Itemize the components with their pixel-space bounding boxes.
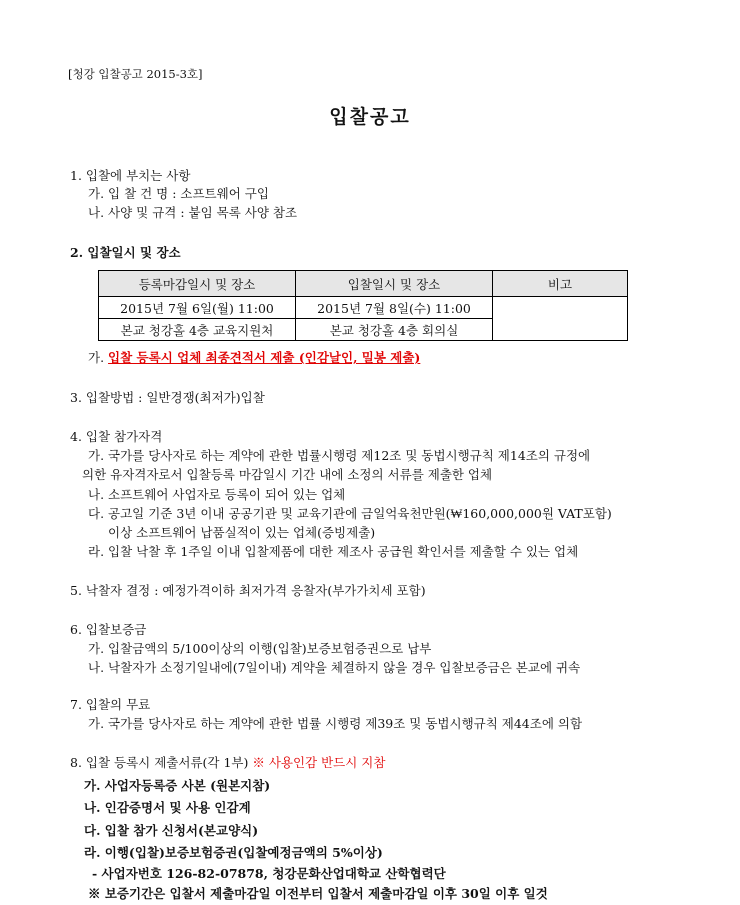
section4-item-ra: 라. 입찰 낙찰 후 1주일 이내 입찰제품에 대한 제조사 공급원 확인서를 제출할 수 있는 업체 (88, 544, 579, 559)
section6-item-ga: 가. 입찰금액의 5/100이상의 이행(입찰)보증보험증권으로 납부 (88, 641, 432, 656)
section8-item-ra: 라. 이행(입찰)보증보험증권(입찰예정금액의 5%이상) (84, 845, 383, 860)
section4-item-da-line1: 다. 공고일 기준 3년 이내 공공기관 및 교육기관에 금일억육천만원(₩160,000,000원 VAT포함) (88, 506, 612, 521)
section4-item-na: 나. 소프트웨어 사업자로 등록이 되어 있는 업체 (88, 487, 346, 502)
section8-biz-number: - 사업자번호 126-82-07878, 청강문화산업대학교 산학협력단 (92, 866, 446, 881)
table-header-bidding: 입찰일시 및 장소 (296, 271, 493, 297)
section8-period-note: ※ 보증기간은 입찰서 제출마감일 이전부터 입찰서 제출마감일 이후 30일 이후 일것 (88, 886, 548, 901)
section6-item-na: 나. 낙찰자가 소정기일내에(7일이내) 계약을 체결하지 않을 경우 입찰보증금은 본교에 귀속 (88, 660, 581, 675)
section3-heading: 3. 입찰방법 : 일반경쟁(최저가)입찰 (70, 390, 265, 405)
section4-item-da-line2: 이상 소프트웨어 납품실적이 있는 업체(증빙제출) (108, 525, 376, 540)
section4-heading: 4. 입찰 참가자격 (70, 429, 163, 444)
section4-item-ga-line2: 의한 유자격자로서 입찰등록 마감일시 기간 내에 소정의 서류를 제출한 업체 (82, 467, 493, 482)
section1-item-ga: 가. 입 찰 건 명 : 소프트웨어 구입 (88, 186, 269, 201)
page-title: 입찰공고 (329, 106, 411, 128)
section2-note (88, 350, 420, 366)
section1-item-na: 나. 사양 및 규격 : 붙임 목록 사양 참조 (88, 205, 298, 220)
section4-item-ga-line1: 가. 국가를 당사자로 하는 계약에 관한 법률시행령 제12조 및 동법시행규칙 제14조의 규정에 (88, 448, 591, 463)
section1-heading: 1. 입찰에 부치는 사항 (70, 168, 191, 183)
section8-item-da: 다. 입찰 참가 신청서(본교양식) (84, 823, 259, 838)
section8-item-na: 나. 인감증명서 및 사용 인감계 (84, 800, 251, 815)
section8-heading-text: 8. 입찰 등록시 제출서류(각 1부) (70, 755, 249, 770)
section7-heading: 7. 입찰의 무료 (70, 697, 151, 712)
section8-item-ga: 가. 사업자등록증 사본 (원본지참) (84, 778, 271, 793)
section8-heading (70, 755, 385, 771)
section5-heading: 5. 낙찰자 결정 : 예정가격이하 최저가격 응찰자(부가가치세 포함) (70, 583, 426, 598)
table-cell-remarks (493, 297, 628, 341)
section7-item-ga: 가. 국가를 당사자로 하는 계약에 관한 법률 시행령 제39조 및 동법시행규칙 제44조에 의함 (88, 716, 583, 731)
table-cell: 2015년 7월 8일(수) 11:00 (296, 297, 493, 319)
section6-heading: 6. 입찰보증금 (70, 622, 147, 637)
schedule-table (98, 270, 628, 341)
schedule-table-header-row (99, 271, 628, 297)
table-cell: 본교 청강홀 4층 교육지원처 (99, 319, 296, 341)
section2-note-text: 입찰 등록시 업체 최종견적서 제출 (인감날인, 밀봉 제출) (108, 350, 421, 365)
table-header-remarks: 비고 (493, 271, 628, 297)
section2-note-prefix: 가. (88, 350, 105, 365)
table-row (99, 297, 628, 319)
document-code: [청강 입찰공고 2015-3호] (68, 67, 203, 81)
section2-heading: 2. 입찰일시 및 장소 (70, 245, 181, 260)
table-cell: 2015년 7월 6일(월) 11:00 (99, 297, 296, 319)
table-cell: 본교 청강홀 4층 회의실 (296, 319, 493, 341)
table-header-registration: 등록마감일시 및 장소 (99, 271, 296, 297)
section8-heading-note: ※ 사용인감 반드시 지참 (252, 755, 386, 770)
